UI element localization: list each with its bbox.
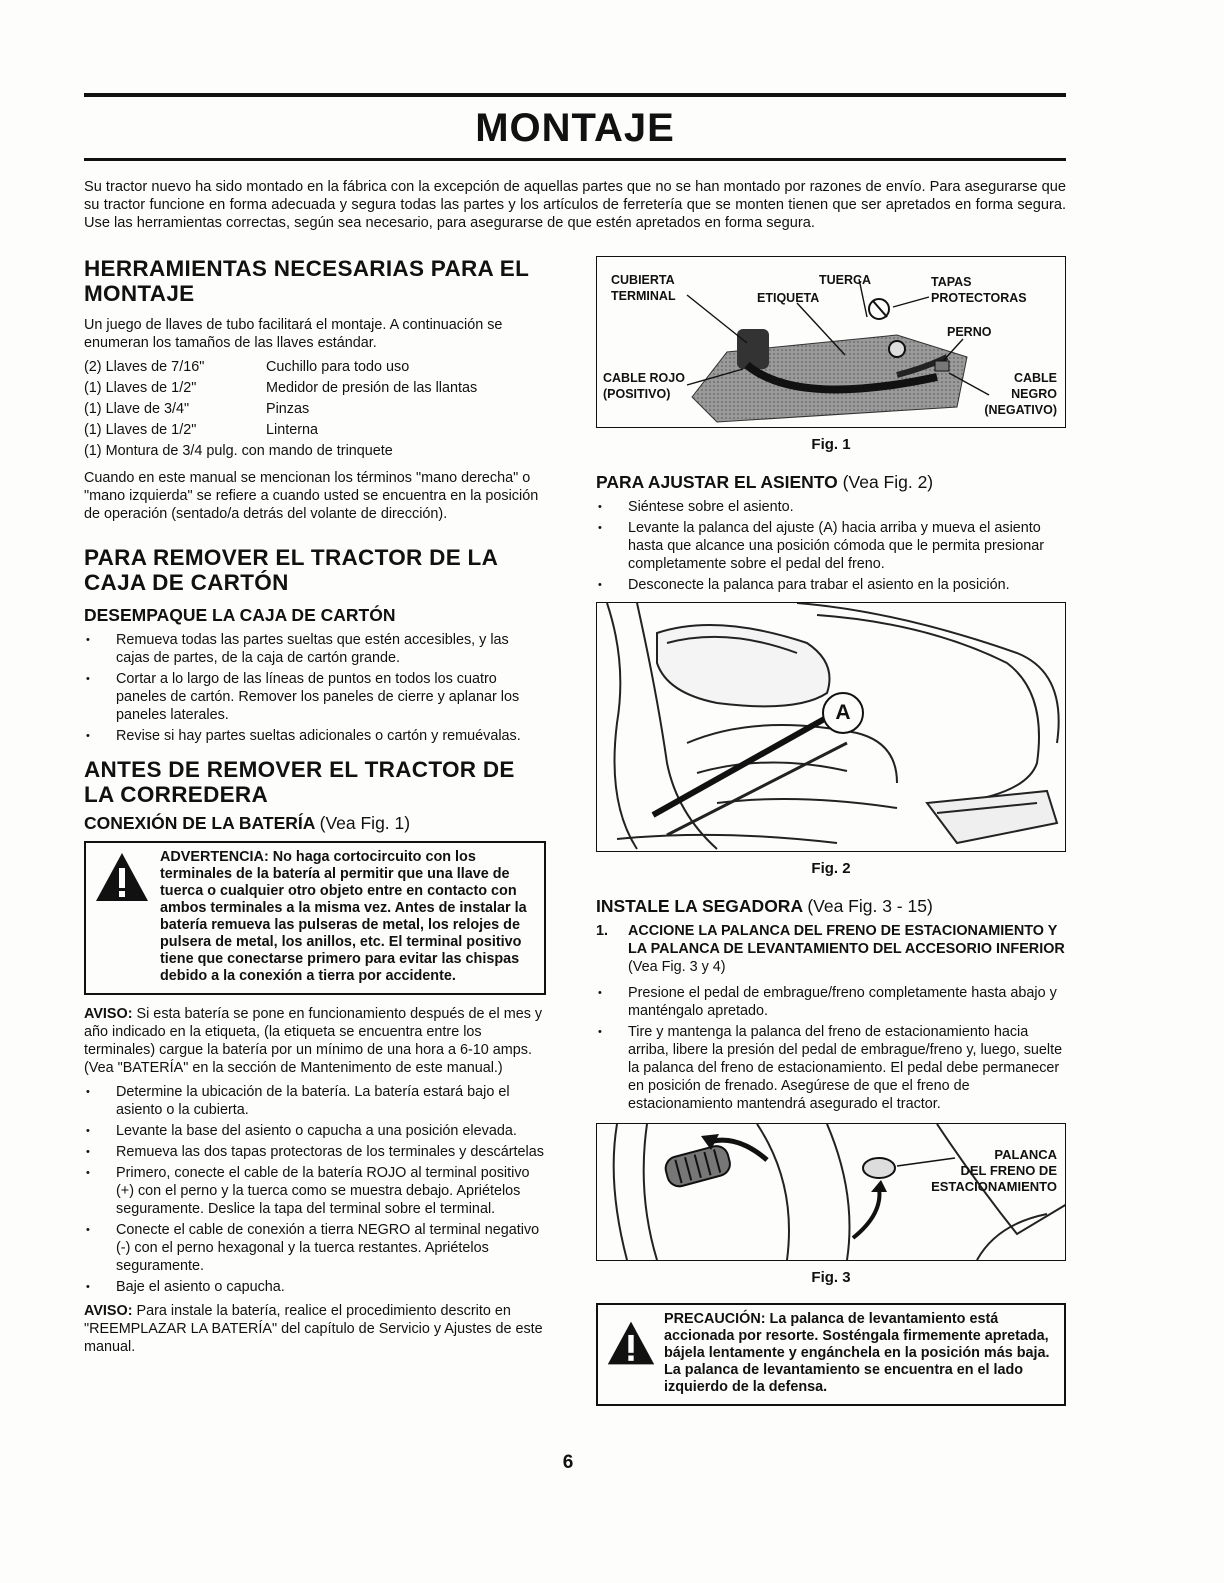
warning-box [84,841,546,995]
unpack-subheading: DESEMPAQUE LA CAJA DE CARTÓN [84,605,396,625]
seat-heading [596,472,1066,492]
bottom-rule [84,158,1066,161]
list-item: • Primero, conecte el cable de la batería ROJO al terminal positivo (+) con el perno y la tuerca como se muestra debajo. Apriételos seguramente. Deslice la tapa del terminal sobre el terminal. [84,1164,546,1218]
fig1-label-tuerca: TUERCA [819,273,872,287]
list-item: • Determine la ubicación de la batería. La batería estará bajo el asiento o la cubierta. [84,1083,546,1119]
list-item: • Desconecte la palanca para trabar el asiento en la posición. [596,576,1066,594]
fig3-label-del-freno: DEL FRENO DE [960,1163,1057,1178]
handedness-note: Cuando en este manual se mencionan los términos "mano derecha" o "mano izquierda" se refiere a cuando usted se encuentra en la posición de operación (sentado/a detrás del volante de dirección). [84,470,539,522]
list-item: • Baje el asiento o capucha. [84,1278,546,1296]
tool-cell: (1) Llaves de 1/2" [84,422,197,438]
tool-cell: (1) Llave de 3/4" [84,401,190,417]
battery-aviso [84,1005,546,1077]
top-rule [84,93,1066,97]
battery-subheading-ref: (Vea Fig. 1) [319,813,411,833]
list-item: • Siéntese sobre el asiento. [596,498,1066,516]
tools-heading: HERRAMIENTAS NECESARIAS PARA EL MONTAJE [84,256,529,306]
step-text: ACCIONE LA PALANCA DEL FRENO DE ESTACIONAMIENTO Y LA PALANCA DE LEVANTAMIENTO DEL ACCESORIO INFERIOR [628,923,1065,957]
tool-cell: (1) Montura de 3/4 pulg. con mando de trinquete [84,443,393,459]
caution-text: PRECAUCIÓN: La palanca de levantamiento está accionada por resorte. Sosténgala firmemente apretada, bájela lentamente y engánchela en la posición más baja. La palanca de levantamiento se encuentra en el lado izquierdo de la defensa. [664,1311,1050,1395]
mower-step-1 [596,922,1066,976]
step-number: 1. [596,923,609,939]
tools-row [84,400,477,421]
caution-box [596,1303,1066,1406]
warning-text: ADVERTENCIA: No haga cortocircuito con los terminales de la batería al permitir que una llave de tuerca o cualquier otro objeto entre en contacto con ambos terminales a la misma vez. Antes de instalar la batería remueva las pulseras de metal, los relojes de pulsera de metal, los anillos, etc. El terminal positivo tiene que conectarse primero para evitar las chispas debido a la conexión a tierra por accidente. [160,849,527,984]
seat-illustration [597,603,1066,851]
battery-subheading [84,813,546,833]
figure-1 [596,256,1066,428]
seat-list [596,498,1066,594]
fig1-label-cable-rojo: CABLE ROJO [603,371,685,385]
mower-heading-ref: (Vea Fig. 3 - 15) [807,896,933,916]
fig1-label-perno: PERNO [947,325,992,339]
aviso-text: Para instale la batería, realice el procedimiento descrito en "REEMPLAZAR LA BATERÍA" del capítulo de Servicio y Ajustes de este manual. [84,1303,543,1355]
tools-row [84,358,477,379]
warning-icon [606,1319,656,1367]
figure-1-caption: Fig. 1 [811,436,851,453]
seat-heading-ref: (Vea Fig. 2) [842,472,934,492]
aviso-label: AVISO: [84,1006,133,1022]
tool-cell: Cuchillo para todo uso [266,359,410,375]
fig1-label-tapas: TAPAS [931,275,972,289]
remove-heading: PARA REMOVER EL TRACTOR DE LA CAJA DE CARTÓN [84,545,498,595]
fig1-label-positivo: (POSITIVO) [603,387,671,401]
figure-3 [596,1123,1066,1261]
list-item: • Cortar a lo largo de las líneas de puntos en todos los cuatro paneles de cartón. Remover los paneles de cierre y aplanar los paneles laterales. [84,670,546,724]
tools-row [84,379,477,400]
fig1-label-cubierta: CUBIERTA [611,273,675,287]
step-ref: (Vea Fig. 3 y 4) [628,959,726,975]
list-item: • Remueva las dos tapas protectoras de los terminales y descártelas [84,1143,546,1161]
tool-cell: (1) Llaves de 1/2" [84,380,197,396]
fig1-label-terminal: TERMINAL [611,289,676,303]
mower-list [596,984,1066,1113]
list-item: • Levante la base del asiento o capucha a una posición elevada. [84,1122,546,1140]
figure-2-caption: Fig. 2 [811,860,851,877]
fig2-label-a: A [835,701,851,724]
tool-cell: (2) Llaves de 7/16" [84,359,205,375]
warning-icon [94,851,150,903]
page-title: MONTAJE [475,106,675,150]
tool-cell: Linterna [266,422,319,438]
figure-2 [596,602,1066,852]
mower-heading [596,896,1066,916]
fig1-label-cable: CABLE [1013,371,1057,385]
fig3-label-estacionamiento: ESTACIONAMIENTO [931,1179,1057,1194]
figure-3-caption: Fig. 3 [811,1269,851,1286]
list-item: • Conecte el cable de conexión a tierra NEGRO al terminal negativo (-) con el perno hexagonal y la tuerca restantes. Apriételos seguramente. [84,1221,546,1275]
tools-table [84,358,477,463]
list-item: • Tire y mantenga la palanca del freno de estacionamiento hacia arriba, libere la presión del pedal de embrague/freno y, luego, suelte la palanca del freno de estacionamiento. El pedal debe permanecer en posición de frenado. Asegúrese de que el freno de estacionamiento mantendrá asegurado el tractor. [596,1023,1066,1113]
battery-aviso-2 [84,1302,546,1356]
fig1-label-negro: NEGRO [1011,387,1057,401]
battery-subheading-text: CONEXIÓN DE LA BATERÍA [84,813,315,833]
fig1-label-protectoras: PROTECTORAS [931,291,1027,305]
tools-intro: Un juego de llaves de tubo facilitará el montaje. A continuación se enumeran los tamaños de las llaves estándar. [84,317,503,351]
right-column [596,256,1066,1416]
left-column [84,256,546,1362]
fig1-label-negativo: (NEGATIVO) [984,403,1057,417]
mower-heading-text: INSTALE LA SEGADORA [596,896,803,916]
unpack-list [84,631,546,745]
list-item: • Presione el pedal de embrague/freno completamente hasta abajo y manténgalo apretado. [596,984,1066,1020]
before-heading: ANTES DE REMOVER EL TRACTOR DE LA CORREDERA [84,757,515,807]
tools-row [84,421,477,442]
fig1-label-etiqueta: ETIQUETA [757,291,820,305]
page-number: 6 [562,1452,574,1473]
list-item: • Revise si hay partes sueltas adicionales o cartón y remuévalas. [84,727,546,745]
step-text-wrap [628,922,1066,976]
list-item: • Remueva todas las partes sueltas que estén accesibles, y las cajas de partes, de la caja de cartón grande. [84,631,546,667]
list-item: • Levante la palanca del ajuste (A) hacia arriba y mueva el asiento hasta que alcance una posición cómoda que le permita presionar completamente sobre el pedal del freno. [596,519,1066,573]
seat-heading-text: PARA AJUSTAR EL ASIENTO [596,472,838,492]
intro-paragraph: Su tractor nuevo ha sido montado en la fábrica con la excepción de aquellas partes que no se han montado por razones de envío. Para asegurarse que su tractor funcione en forma adecuada y segura todas las partes y los artículos de ferretería que se monten tienen que ser apretados en forma segura. Use las herramientas correctas, según sea necesario, para asegurarse de que estén apretados en forma segura. [84,179,1066,231]
tool-cell: Pinzas [266,401,310,417]
tool-cell: Medidor de presión de las llantas [266,380,478,396]
aviso-text: Si esta batería se pone en funcionamiento después de el mes y año indicado en la etiqueta, (la etiqueta se encuentra entre los terminales) cargue la batería por un mínimo de una hora a 6-10 amps.(Vea "BATERÍA" en la sección de Mantenimento de este manual.) [84,1006,543,1076]
battery-list [84,1083,546,1296]
aviso-label: AVISO: [84,1303,133,1319]
tools-row [84,442,477,463]
fig3-label-palanca: PALANCA [994,1147,1057,1162]
